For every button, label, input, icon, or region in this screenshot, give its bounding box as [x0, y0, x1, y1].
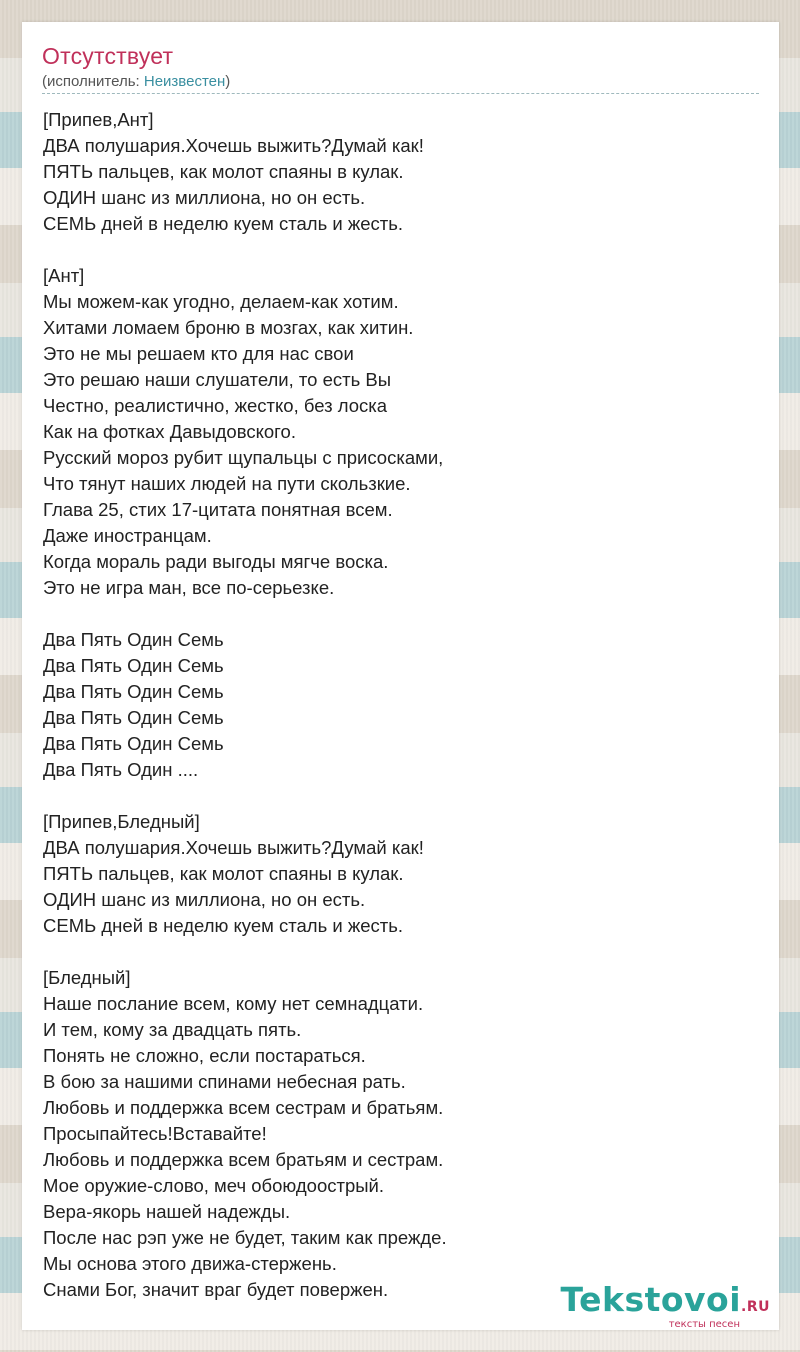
- lyric-line: ДВА полушария.Хочешь выжить?Думай как!: [43, 837, 424, 858]
- lyric-line: Понять не сложно, если постараться.: [43, 1045, 366, 1066]
- lyric-line: ДВА полушария.Хочешь выжить?Думай как!: [43, 135, 424, 156]
- lyric-line: Два Пять Один Семь: [43, 707, 224, 728]
- lyric-line: [Припев,Ант]: [43, 109, 154, 130]
- artist-line: [42, 73, 230, 90]
- lyric-line: Наше послание всем, кому нет семнадцати.: [43, 993, 424, 1014]
- lyric-line: [Бледный]: [43, 967, 131, 988]
- title-divider: [42, 93, 759, 94]
- lyric-line: Как на фотках Давыдовского.: [43, 421, 296, 442]
- lyric-line: Два Пять Один Семь: [43, 655, 224, 676]
- lyric-line: [43, 237, 763, 263]
- lyric-line: Два Пять Один Семь: [43, 681, 224, 702]
- lyric-line: Два Пять Один ....: [43, 759, 199, 780]
- lyric-line: Любовь и поддержка всем братьям и сестрам.: [43, 1149, 444, 1170]
- song-title: Отсутствует: [42, 43, 174, 69]
- lyric-line: Русский мороз рубит щупальцы с присосками,: [43, 447, 444, 468]
- lyric-line: Это не игра ман, все по-серьезке.: [43, 577, 335, 598]
- logo-tld: .RU: [741, 1299, 770, 1315]
- lyric-line: Два Пять Один Семь: [43, 733, 224, 754]
- lyric-line: Два Пять Один Семь: [43, 629, 224, 650]
- lyric-line: Мое оружие-слово, меч обоюдоострый.: [43, 1175, 385, 1196]
- lyric-line: Мы основа этого движа-стержень.: [43, 1253, 337, 1274]
- lyric-line: В бою за нашими спинами небесная рать.: [43, 1071, 406, 1092]
- lyric-line: СЕМЬ дней в неделю куем сталь и жесть.: [43, 213, 404, 234]
- lyric-line: Это не мы решаем кто для нас свои: [43, 343, 354, 364]
- lyric-line: Снами Бог, значит враг будет повержен.: [43, 1279, 389, 1300]
- lyric-line: ОДИН шанс из миллиона, но он есть.: [43, 187, 366, 208]
- lyric-line: [43, 601, 763, 627]
- site-logo[interactable]: [560, 1282, 770, 1330]
- lyric-line: [43, 783, 763, 809]
- lyric-line: СЕМЬ дней в неделю куем сталь и жесть.: [43, 915, 404, 936]
- lyric-line: И тем, кому за двадцать пять.: [43, 1019, 302, 1040]
- lyric-line: ОДИН шанс из миллиона, но он есть.: [43, 889, 366, 910]
- lyric-line: После нас рэп уже не будет, таким как прежде.: [43, 1227, 447, 1248]
- lyric-line: Просыпайтесь!Вставайте!: [43, 1123, 267, 1144]
- logo-name: Tekstovoi: [560, 1280, 742, 1319]
- lyric-line: ПЯТЬ пальцев, как молот спаяны в кулак.: [43, 161, 404, 182]
- lyric-line: ПЯТЬ пальцев, как молот спаяны в кулак.: [43, 863, 404, 884]
- artist-prefix: (исполнитель:: [42, 73, 144, 90]
- lyric-line: Хитами ломаем броню в мозгах, как хитин.: [43, 317, 414, 338]
- lyric-line: [Ант]: [43, 265, 85, 286]
- lyric-line: Что тянут наших людей на пути скользкие.: [43, 473, 411, 494]
- lyric-line: Любовь и поддержка всем сестрам и братьям.: [43, 1097, 444, 1118]
- lyrics-card: [22, 22, 779, 1330]
- lyric-line: Даже иностранцам.: [43, 525, 212, 546]
- lyric-line: Вера-якорь нашей надежды.: [43, 1201, 291, 1222]
- lyric-line: [Припев,Бледный]: [43, 811, 200, 832]
- lyrics-text: [43, 107, 763, 1303]
- lyric-line: [43, 939, 763, 965]
- lyric-line: Глава 25, стих 17-цитата понятная всем.: [43, 499, 393, 520]
- lyric-line: Честно, реалистично, жестко, без лоска: [43, 395, 388, 416]
- lyric-line: Когда мораль ради выгоды мягче воска.: [43, 551, 389, 572]
- artist-link[interactable]: Неизвестен: [143, 73, 226, 90]
- logo-tagline: тексты песен: [668, 1319, 740, 1330]
- artist-suffix: ): [225, 73, 231, 90]
- lyric-line: Мы можем-как угодно, делаем-как хотим.: [43, 291, 399, 312]
- lyric-line: Это решаю наши слушатели, то есть Вы: [43, 369, 392, 390]
